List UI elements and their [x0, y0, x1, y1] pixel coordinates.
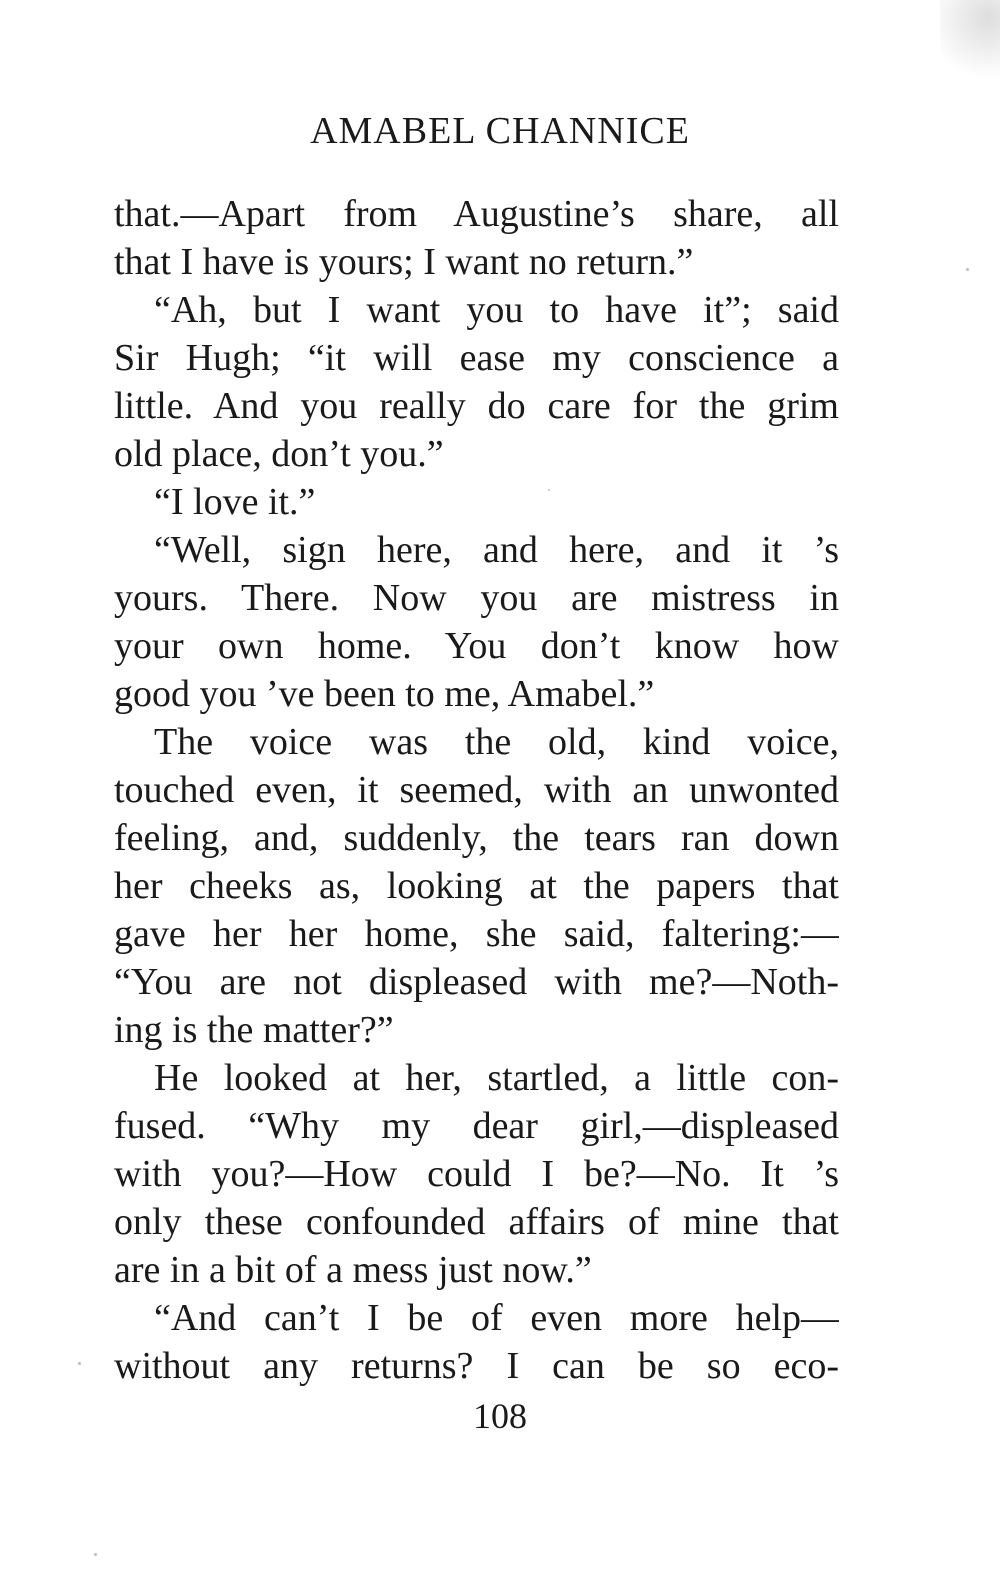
- text-line: with you?—How could I be?—No. It ’s: [114, 1153, 839, 1195]
- text-line: only these confounded affairs of mine that: [114, 1201, 839, 1243]
- body-text: [114, 190, 839, 1390]
- text-line: her cheeks as, looking at the papers that: [114, 865, 839, 907]
- text-line: old place, don’t you.”: [114, 433, 444, 475]
- text-line: feeling, and, suddenly, the tears ran down: [114, 817, 839, 859]
- text-line: “Ah, but I want you to have it”; said: [154, 289, 839, 331]
- text-line: good you ’ve been to me, Amabel.”: [114, 673, 655, 715]
- text-line: He looked at her, startled, a little con-: [154, 1057, 839, 1099]
- text-line: that.—Apart from Augustine’s share, all: [114, 193, 839, 235]
- text-line: gave her her home, she said, faltering:—: [114, 913, 839, 955]
- text-line: Sir Hugh; “it will ease my conscience a: [114, 337, 839, 379]
- text-line: “And can’t I be of even more help—: [154, 1297, 839, 1339]
- text-line: little. And you really do care for the grim: [114, 385, 839, 427]
- scan-speck: [78, 1362, 81, 1365]
- text-line: without any returns? I can be so eco-: [114, 1345, 839, 1387]
- text-line: fused. “Why my dear girl,—displeased: [114, 1105, 839, 1147]
- scan-speck: [548, 489, 550, 491]
- page-number: 108: [473, 1396, 527, 1436]
- text-line: yours. There. Now you are mistress in: [114, 577, 839, 619]
- scan-speck: [966, 268, 969, 271]
- text-line: your own home. You don’t know how: [114, 625, 839, 667]
- text-line: that I have is yours; I want no return.”: [114, 241, 694, 283]
- text-line: The voice was the old, kind voice,: [154, 721, 839, 763]
- text-line: “I love it.”: [154, 481, 316, 523]
- scan-edge-shadow: [940, 0, 1000, 90]
- text-line: “You are not displeased with me?—Noth-: [114, 961, 839, 1003]
- text-line: “Well, sign here, and here, and it ’s: [154, 529, 839, 571]
- text-line: touched even, it seemed, with an unwonted: [114, 769, 839, 811]
- scan-speck: [94, 1553, 97, 1556]
- text-line: are in a bit of a mess just now.”: [114, 1249, 592, 1291]
- running-head: AMABEL CHANNICE: [310, 110, 690, 152]
- text-line: ing is the matter?”: [114, 1009, 394, 1051]
